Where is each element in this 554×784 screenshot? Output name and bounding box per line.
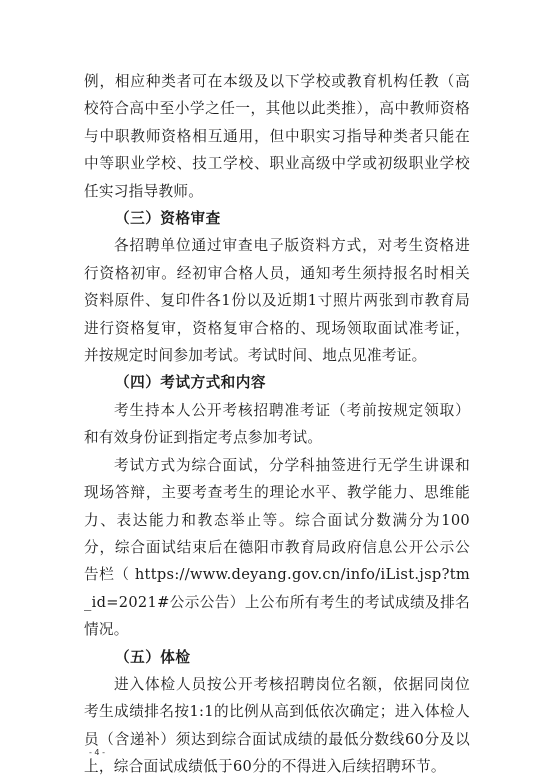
section-heading-qualification-review: （三）资格审查 [115, 210, 221, 228]
exam-method-paragraph-1: 考生持本人公开考核招聘准考证（考前按规定领取）和有效身份证到指定考点参加考试。 [84, 401, 470, 447]
section-heading-physical-exam: （五）体检 [115, 648, 191, 666]
document-body [84, 68, 470, 781]
page-number: - 4 - [89, 748, 105, 757]
physical-exam-paragraph: 进入体检人员按公开考核招聘岗位名额，依据同岗位考生成绩排名按1:1的比例从高到低依次确定；进入体检人员（含递补）须达到综合面试成绩的最低分数线60分及以上，综合面试成绩低于60分的不得进入后续招聘环节。 [84, 675, 470, 776]
exam-method-paragraph-2: 考试方式为综合面试，分学科抽签进行无学生讲课和现场答辩，主要考查考生的理论水平、教学能力、思维能力、表达能力和教态举止等。综合面试分数满分为100分，综合面试结束后在德阳市教育局政府信息公开公示公告栏（ https://www.deyang.gov.cn/info/iList.jsp?tm_id=2021#公示公告）上公布所有考生的考试成绩及排名情况。 [84, 456, 470, 639]
section-heading-exam-method: （四）考试方式和内容 [115, 374, 266, 392]
continuation-paragraph: 例，相应种类者可在本级及以下学校或教育机构任教（高校符合高中至小学之任一，其他以此类推），高中教师资格与中职教师资格相互通用，但中职实习指导种类者只能在中等职业学校、技工学校、职业高级中学或初级职业学校任实习指导教师。 [84, 73, 470, 200]
qualification-review-paragraph: 各招聘单位通过审查电子版资料方式，对考生资格进行资格初审。经初审合格人员，通知考生须持报名时相关资料原件、复印件各1份以及近期1寸照片两张到市教育局进行资格复审，资格复审合格的、现场领取面试准考证，并按规定时间参加考试。考试时间、地点见准考证。 [84, 237, 470, 365]
